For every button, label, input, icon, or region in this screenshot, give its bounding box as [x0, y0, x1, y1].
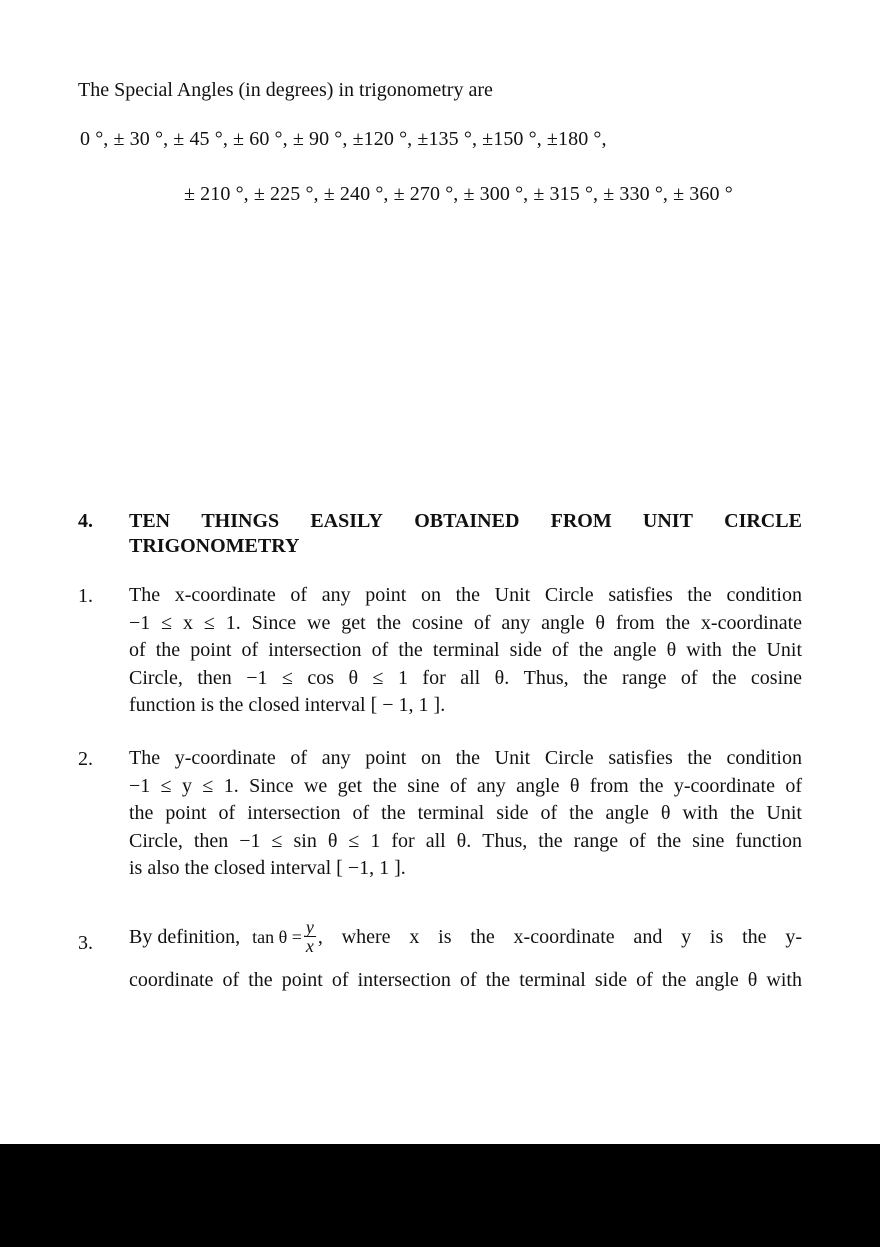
- paragraph-line: −1 ≤ y ≤ 1. Since we get the sine of any angle θ from the y-coordinate of: [129, 774, 802, 797]
- item-3-trailing: , where x is the x-coordinate and y is the y-: [317, 925, 802, 948]
- item-2-paragraph: [129, 745, 802, 883]
- item-number: 2.: [78, 748, 93, 770]
- section-number: 4.: [78, 510, 93, 532]
- tan-formula-lhs: tan θ =: [252, 926, 302, 947]
- special-angles-line-2: ± 210 °, ± 225 °, ± 240 °, ± 270 °, ± 300 °, ± 315 °, ± 330 °, ± 360 °: [184, 183, 733, 205]
- fraction-numerator: y: [305, 917, 314, 937]
- paragraph-line: is also the closed interval [ −1, 1 ].: [129, 857, 406, 879]
- section-title-line-2: TRIGONOMETRY: [129, 535, 300, 557]
- item-3-line-1: [129, 918, 802, 955]
- paragraph-line: Circle, then −1 ≤ sin θ ≤ 1 for all θ. Thus, the range of the sine function: [129, 829, 802, 852]
- intro-text: The Special Angles (in degrees) in trigonometry are: [78, 79, 493, 101]
- paragraph-line: −1 ≤ x ≤ 1. Since we get the cosine of any angle θ from the x-coordinate: [129, 611, 802, 634]
- section-title-word: THINGS: [201, 510, 280, 532]
- section-title-word: CIRCLE: [724, 510, 802, 532]
- item-3-line-2: coordinate of the point of intersection of the terminal side of the angle θ with: [129, 969, 802, 991]
- paragraph-line: function is the closed interval [ − 1, 1 ].: [129, 694, 446, 716]
- item-3-lead: By definition,: [129, 925, 241, 948]
- section-title-word: EASILY: [310, 510, 383, 532]
- section-title-line-1: [129, 510, 802, 533]
- section-title-word: TEN: [129, 510, 171, 532]
- paragraph-line: The x-coordinate of any point on the Unit Circle satisfies the condition: [129, 584, 802, 606]
- fraction-denominator: x: [305, 936, 314, 956]
- fraction-y-over-x: [304, 918, 316, 955]
- item-number: 3.: [78, 932, 93, 954]
- special-angles-line-1: 0 °, ± 30 °, ± 45 °, ± 60 °, ± 90 °, ±120 °, ±135 °, ±150 °, ±180 °,: [80, 128, 607, 150]
- paragraph-line: the point of intersection of the terminal side of the angle θ with the Unit: [129, 802, 802, 824]
- paragraph-line: Circle, then −1 ≤ cos θ ≤ 1 for all θ. Thus, the range of the cosine: [129, 666, 802, 689]
- section-title-word: UNIT: [642, 510, 693, 532]
- section-title-word: FROM: [550, 510, 612, 532]
- paragraph-line: The y-coordinate of any point on the Unit Circle satisfies the condition: [129, 747, 802, 769]
- item-1-paragraph: [129, 582, 802, 720]
- item-number: 1.: [78, 585, 93, 607]
- paragraph-line: of the point of intersection of the terminal side of the angle θ with the Unit: [129, 639, 802, 661]
- section-title-word: OBTAINED: [414, 510, 520, 532]
